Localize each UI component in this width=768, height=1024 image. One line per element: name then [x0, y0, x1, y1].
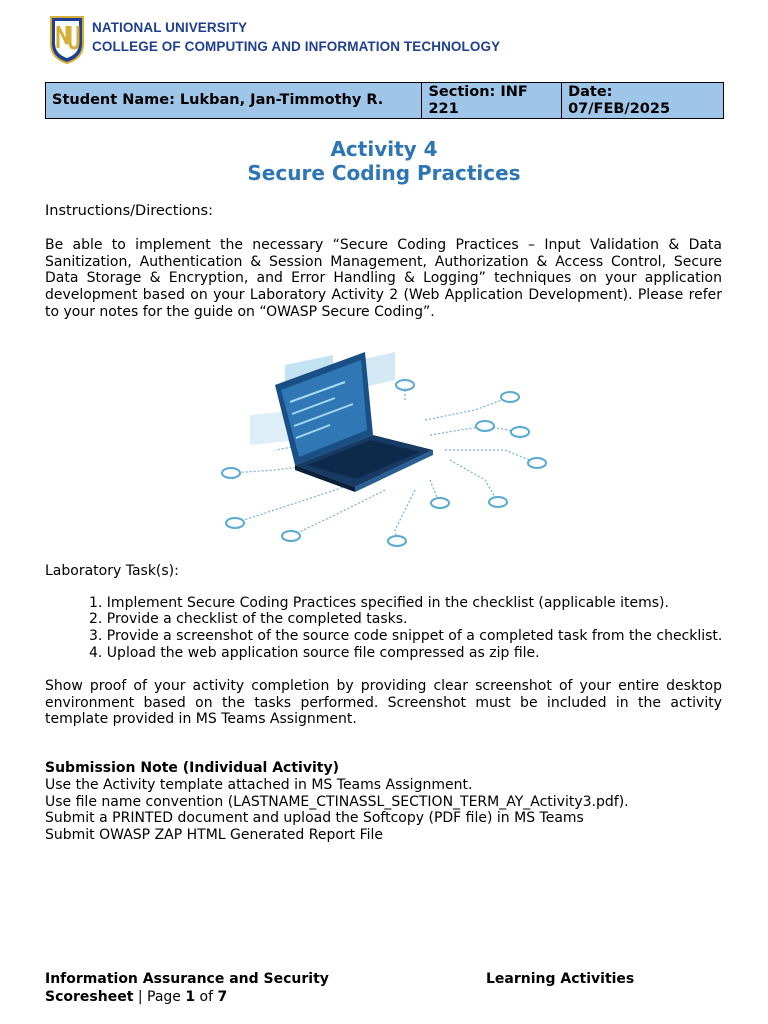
lab-task-item: 2. Provide a checklist of the completed tasks.	[89, 611, 408, 627]
proof-instructions: Show proof of your activity completion by providing clear screenshot of your entire desktop environment based on the tasks performed. Screenshot must be included in the activity template provided in MS Teams Assignment.	[45, 678, 722, 728]
college-name: COLLEGE OF COMPUTING AND INFORMATION TECHNOLOGY	[92, 39, 501, 54]
footer-course: Information Assurance and Security	[45, 971, 329, 987]
footer-of: of	[195, 989, 218, 1005]
activity-topic: Secure Coding Practices	[247, 161, 521, 185]
student-info-table	[45, 82, 724, 119]
submission-heading: Submission Note (Individual Activity)	[45, 760, 339, 776]
submission-line: Use file name convention (LASTNAME_CTINASSL_SECTION_TERM_AY_Activity3.pdf).	[45, 794, 629, 810]
laptop-circuit-illustration	[215, 340, 555, 550]
student-name-cell: Student Name: Lukban, Jan-Timmothy R.	[46, 83, 422, 119]
section-cell: Section: INF 221	[422, 83, 562, 119]
lab-tasks-heading: Laboratory Task(s):	[45, 563, 179, 579]
footer-page-info	[45, 989, 227, 1005]
university-logo	[47, 14, 87, 64]
lab-task-item: 1. Implement Secure Coding Practices specified in the checklist (applicable items).	[89, 595, 669, 611]
footer-page-total: 7	[217, 989, 228, 1005]
instructions-body: Be able to implement the necessary “Secure Coding Practices – Input Validation & Data Sanitization, Authentication & Session Management, Authorization & Access Control, Secure Data Storage & Encryption, and Error Handling & Logging” techniques on your application development based on your Laboratory Activity 2 (Web Application Development). Please refer to your notes for the guide on “OWASP Secure Coding”.	[45, 237, 722, 320]
submission-line: Use the Activity template attached in MS Teams Assignment.	[45, 777, 473, 793]
submission-line: Submit a PRINTED document and upload the Softcopy (PDF file) in MS Teams	[45, 810, 584, 826]
date-cell: Date: 07/FEB/2025	[562, 83, 724, 119]
footer-page-prefix: | Page	[133, 989, 186, 1005]
footer-category: Learning Activities	[486, 971, 635, 987]
instructions-heading: Instructions/Directions:	[45, 203, 213, 219]
submission-line: Submit OWASP ZAP HTML Generated Report File	[45, 827, 384, 843]
university-name: NATIONAL UNIVERSITY	[92, 20, 248, 35]
footer-page-number: 1	[185, 989, 196, 1005]
lab-task-item: 4. Upload the web application source file compressed as zip file.	[89, 645, 540, 661]
lab-task-item: 3. Provide a screenshot of the source code snippet of a completed task from the checklist.	[89, 628, 723, 644]
footer-doc-type: Scoresheet	[45, 989, 134, 1005]
activity-title: Activity 4	[330, 137, 438, 161]
